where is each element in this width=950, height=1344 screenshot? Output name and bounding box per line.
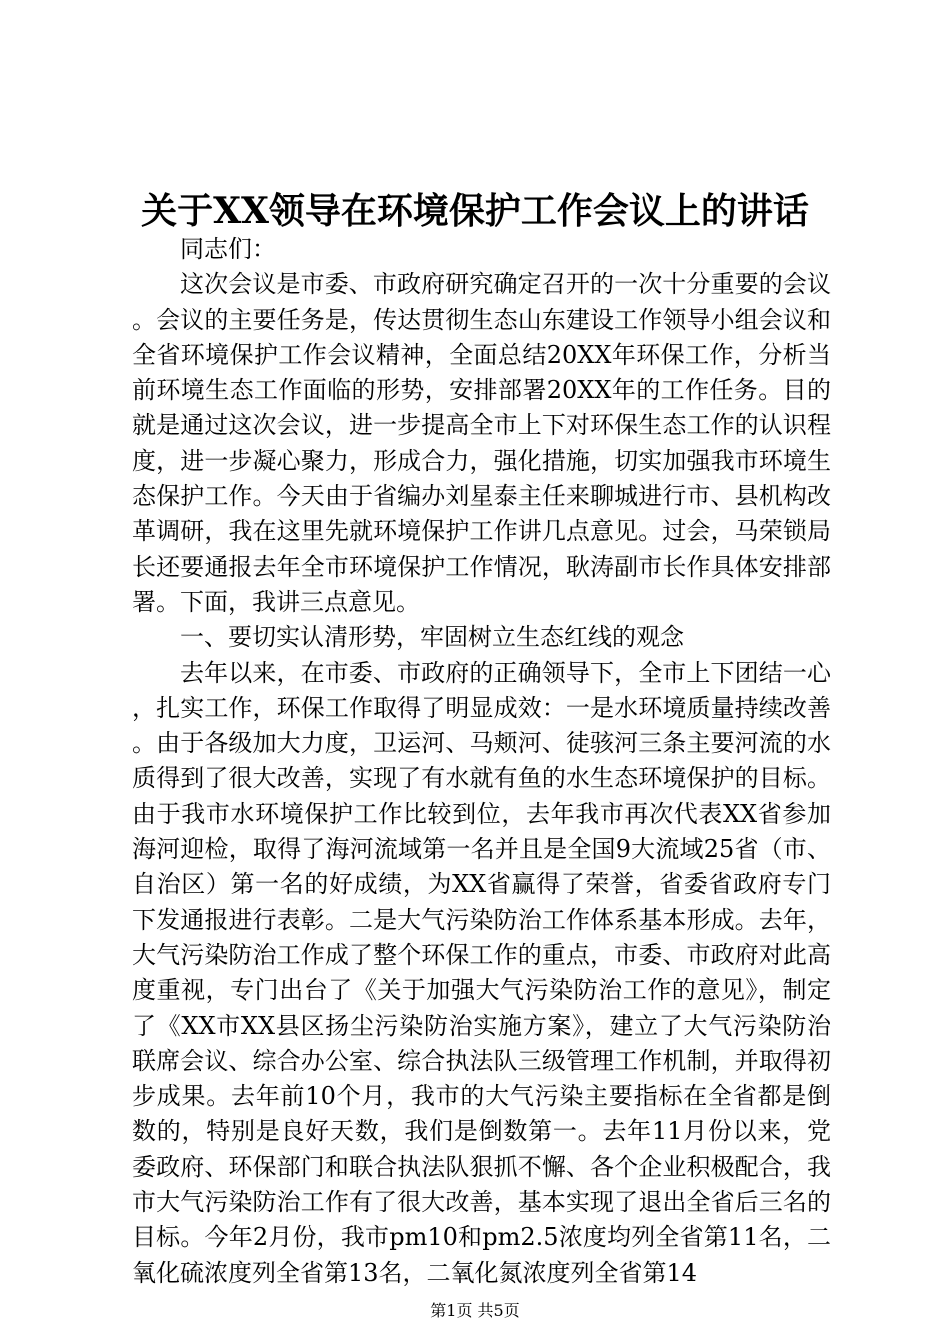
section-1-paragraph: 去年以来，在市委、市政府的正确领导下，全市上下团结一心，扎实工作，环保工作取得了明显成效：一是水环境质量持续改善。由于各级加大力度，卫运河、马颊河、徒骇河三条主要河流的水质得到了很大改善，实现了有水就有鱼的水生态环境保护的目标。由于我市水环境保护工作比较到位，去年我市再次代表XX省参加海河迎检，取得了海河流域第一名并且是全国9大流域25省（市、自治区）第一名的好成绩，为XX省赢得了荣誉，省委省政府专门下发通报进行表彰。二是大气污染防治工作体系基本形成。去年，大气污染防治工作成了整个环保工作的重点，市委、市政府对此高度重视，专门出台了《关于加强大气污染防治工作的意见》，制定了《XX市XX县区扬尘污染防治实施方案》，建立了大气污染防治联席会议、综合办公室、综合执法队三级管理工作机制，并取得初步成果。去年前10个月，我市的大气污染主要指标在全省都是倒数的，特别是良好天数，我们是倒数第一。去年11月份以来，党委政府、环保部门和联合执法队狠抓不懈、各个企业积极配合，我市大气污染防治工作有了很大改善，基本实现了退出全省后三名的目标。今年2月份，我市pm10和pm2.5浓度均列全省第11名，二氧化硫浓度列全省第13名，二氧化氮浓度列全省第14 [132, 658, 831, 1287]
section-heading-1: 一、要切实认清形势，牢固树立生态红线的观念 [180, 623, 684, 652]
salutation-paragraph: 同志们： [180, 235, 276, 263]
document-title: 关于XX领导在环境保护工作会议上的讲话 [141, 190, 809, 232]
document-body [132, 232, 831, 1291]
page-number-footer: 第1页 共5页 [430, 1301, 520, 1320]
intro-paragraph: 这次会议是市委、市政府研究确定召开的一次十分重要的会议。会议的主要任务是，传达贯彻生态山东建设工作领导小组会议和全省环境保护工作会议精神，全面总结20XX年环保工作，分析当前环境生态工作面临的形势，安排部署20XX年的工作任务。目的就是通过这次会议，进一步提高全市上下对环保生态工作的认识程度，进一步凝心聚力，形成合力，强化措施，切实加强我市环境生态保护工作。今天由于省编办刘星泰主任来聊城进行市、县机构改革调研，我在这里先就环境保护工作讲几点意见。过会，马荣锁局长还要通报去年全市环境保护工作情况，耿涛副市长作具体安排部署。下面，我讲三点意见。 [132, 270, 831, 616]
